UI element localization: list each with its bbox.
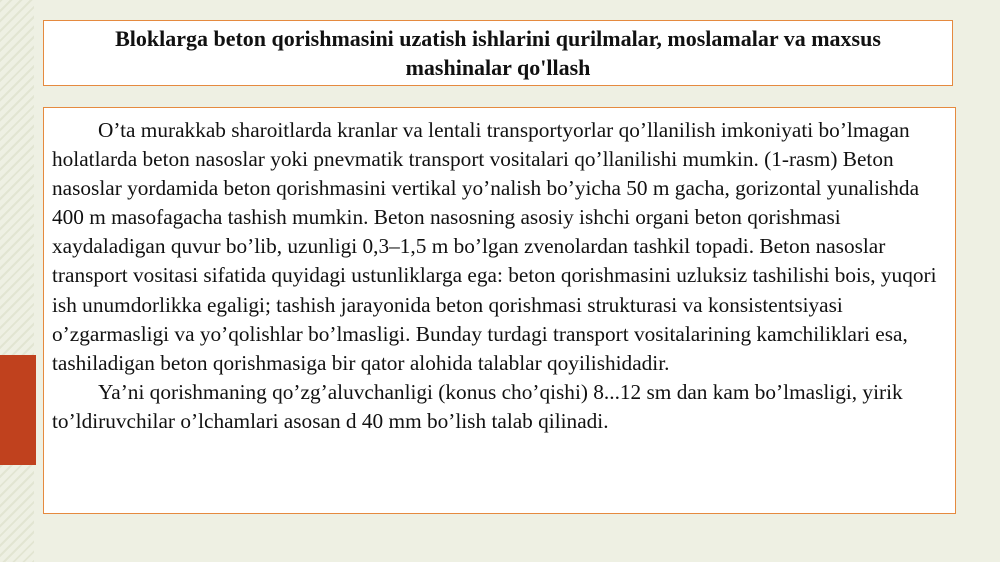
paragraph-2: Ya’ni qorishmaning qo’zg’aluvchanligi (konus cho’qishi) 8...12 sm dan kam bo’lmasligi, yirik to’ldiruvchilar o’lchamlari asosan d 40 mm bo’lish talab qilinadi. bbox=[52, 379, 903, 433]
accent-bar bbox=[0, 355, 36, 465]
decorative-stripes bbox=[0, 0, 34, 562]
title-box bbox=[43, 20, 953, 86]
content-box bbox=[43, 107, 956, 514]
paragraph-1: O’ta murakkab sharoitlarda kranlar va lentali transportyorlar qo’llanilish imkoniyati bo’lmagan holatlarda beton nasoslar yoki pnevmatik transport vositalari qo’llanilishi mumkin. (1-rasm) Beton nasoslar yordamida beton qorishmasini vertikal yo’nalish bo’yicha 50 m gacha, gorizontal yunalishda 400 m masofagacha tashish mumkin. Beton nasosning asosiy ishchi organi beton qorishmasi xaydaladigan quvur bo’lib, uzunligi 0,3–1,5 m bo’lgan zvenolardan tashkil topadi. Beton nasoslar transport vositasi sifatida quyidagi ustunliklarga ega: beton qorishmasini uzluksiz tashilishi bois, yuqori ish unumdorlikka egaligi; tashish jarayonida beton qorishmasi strukturasi va konsistentsiyasi o’zgarmasligi va yo’qolishlar bo’lmasligi. Bunday turdagi transport vositalarining kamchiliklari esa, tashiladigan beton qorishmasiga bir qator alohida talablar qoyilishidadir. bbox=[52, 118, 937, 375]
slide-title: Bloklarga beton qorishmasini uzatish ishlarini qurilmalar, moslamalar va maxsus mashinalar qo'llash bbox=[115, 26, 881, 80]
